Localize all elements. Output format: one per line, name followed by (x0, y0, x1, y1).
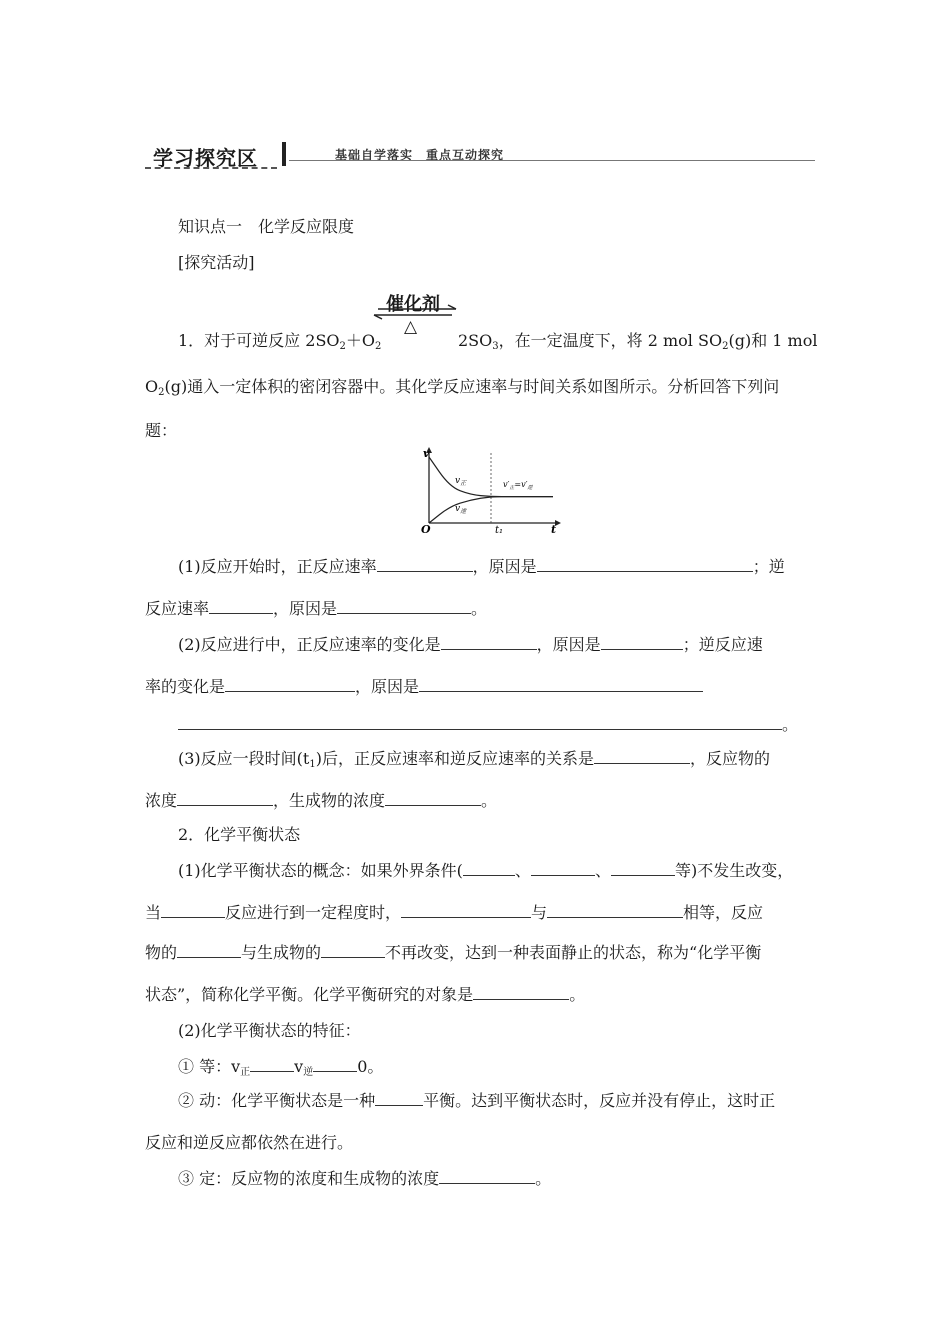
text: 、 (594, 861, 611, 880)
v-forward-label: $v_正$ (455, 476, 467, 487)
x-axis-label: t (551, 523, 557, 536)
text: 与 (531, 903, 548, 922)
answer-blank[interactable] (537, 557, 753, 572)
answer-blank[interactable] (441, 635, 537, 650)
activity-label: [探究活动] (178, 253, 255, 272)
sub: 2 (722, 341, 729, 352)
text: (2)反应进行中，正反应速率的变化是 (178, 635, 441, 654)
q1-part2-line1 (178, 632, 763, 655)
text: ② 动：化学平衡状态是一种 (178, 1091, 376, 1110)
concept-line2 (145, 900, 763, 923)
sub: 2 (158, 387, 165, 398)
sub: 3 (492, 341, 499, 352)
answer-blank[interactable] (463, 861, 515, 876)
answer-blank[interactable] (177, 791, 273, 806)
text: ；逆 (752, 557, 785, 576)
features-title: (2)化学平衡状态的特征： (178, 1021, 361, 1040)
answer-blank[interactable] (401, 903, 531, 918)
text: 。 (535, 1169, 552, 1188)
answer-blank[interactable] (225, 677, 355, 692)
q1-line1-right (458, 328, 817, 352)
text: )后，正反应速率和逆反应速率的关系是 (315, 749, 594, 768)
text: 当 (145, 903, 162, 922)
text: ；逆反应速 (682, 635, 763, 654)
answer-blank[interactable] (531, 861, 595, 876)
text: ，原因是 (355, 677, 420, 696)
t1-tick-label: t₁ (495, 525, 504, 536)
answer-blank[interactable] (419, 677, 703, 692)
answer-blank[interactable] (178, 715, 782, 730)
text: 。 (782, 715, 799, 734)
text: 等)不发生改变， (674, 861, 794, 880)
text: (1)化学平衡状态的概念：如果外界条件( (178, 861, 463, 880)
answer-blank[interactable] (377, 557, 473, 572)
sub: 逆 (303, 1067, 314, 1078)
text: 物的 (145, 943, 178, 962)
q1-text-d: (g)和 1 mol (728, 331, 818, 350)
v-reverse-label: $v_逆$ (455, 504, 467, 515)
concept-line4 (145, 982, 585, 1005)
answer-blank[interactable] (177, 943, 241, 958)
answer-blank[interactable] (337, 599, 471, 614)
q1-part2-line3 (178, 712, 798, 735)
equilibrium-arrow (372, 290, 458, 338)
answer-blank[interactable] (611, 861, 675, 876)
q1-o2: O (145, 377, 159, 396)
q1-text-a: 1．对于可逆反应 2SO (178, 331, 340, 350)
answer-blank[interactable] (321, 943, 385, 958)
sub: 正 (240, 1067, 251, 1078)
header-band (145, 140, 815, 174)
sub: 1 (309, 759, 316, 770)
text: 平衡。达到平衡状态时，反应并没有停止，这时正 (423, 1091, 776, 1110)
text: (1)反应开始时，正反应速率 (178, 557, 377, 576)
catalyst-label: 催化剂 (386, 294, 440, 315)
text: 0。 (357, 1057, 384, 1076)
text: ① 等：v (178, 1057, 241, 1076)
text: ③ 定：反应物的浓度和生成物的浓度 (178, 1169, 440, 1188)
sub: 2 (375, 341, 382, 352)
sub: 2 (339, 341, 346, 352)
q1-line3: 题： (145, 421, 178, 440)
text: 相等，反应 (683, 903, 764, 922)
feature-fixed (178, 1166, 551, 1189)
text: 与生成物的 (241, 943, 322, 962)
q1-line1 (178, 328, 381, 352)
answer-blank[interactable] (250, 1057, 294, 1072)
text: 状态”，简称化学平衡。化学平衡研究的对象是 (145, 985, 474, 1004)
q1-line2 (145, 374, 779, 398)
heat-symbol: △ (404, 317, 418, 337)
q1-text-c: ，在一定温度下，将 2 mol SO (498, 331, 723, 350)
q1-text-e: (g)通入一定体积的密闭容器中。其化学反应速率与时间关系如图所示。分析回答下列问 (164, 377, 780, 396)
text: ，反应物的 (689, 749, 770, 768)
answer-blank[interactable] (313, 1057, 357, 1072)
answer-blank[interactable] (473, 985, 569, 1000)
text: 不再改变，达到一种表面静止的状态，称为“化学平衡 (385, 943, 762, 962)
header-subtitle: 基础自学落实 重点互动探究 (335, 148, 505, 162)
header-divider-bar (282, 142, 286, 166)
text: 率的变化是 (145, 677, 226, 696)
text: v (294, 1057, 304, 1076)
rate-time-chart (415, 445, 565, 537)
q1-product: 2SO (458, 331, 493, 350)
answer-blank[interactable] (547, 903, 683, 918)
section-title: 知识点一 化学反应限度 (178, 217, 355, 236)
header-title: 学习探究区 (153, 146, 258, 170)
text: 浓度 (145, 791, 178, 810)
concept-line1 (178, 858, 793, 881)
text: ，原因是 (536, 635, 601, 654)
text: 、 (514, 861, 531, 880)
equilibrium-annotation: $v'_正=v'_逆$ (503, 480, 533, 491)
feature-dynamic-line1 (178, 1088, 775, 1111)
q1-part3-line2 (145, 788, 497, 811)
answer-blank[interactable] (161, 903, 225, 918)
text: 反应进行到一定程度时， (225, 903, 402, 922)
q1-part2-line2 (145, 674, 703, 697)
feature-equal (178, 1054, 383, 1078)
q1-part1-line1 (178, 554, 785, 577)
y-axis-label: v (423, 447, 430, 460)
concept-line3 (145, 940, 761, 963)
answer-blank[interactable] (375, 1091, 423, 1106)
text: 。 (569, 985, 586, 1004)
header-rule (289, 160, 815, 161)
origin-label: O (421, 523, 431, 536)
text: 。 (481, 791, 498, 810)
header-title-underline (145, 167, 277, 169)
section2-title: 2．化学平衡状态 (178, 825, 301, 844)
answer-blank[interactable] (594, 749, 690, 764)
answer-blank[interactable] (385, 791, 481, 806)
text: 反应速率 (145, 599, 210, 618)
q1-part1-line2 (145, 596, 487, 619)
text: 。 (471, 599, 488, 618)
text: (3)反应一段时间(t (178, 749, 310, 768)
answer-blank[interactable] (209, 599, 273, 614)
q1-text-b: ＋O (345, 331, 376, 350)
text: ，原因是 (273, 599, 338, 618)
text: ，生成物的浓度 (273, 791, 386, 810)
text: ，原因是 (472, 557, 537, 576)
q1-part3-line1 (178, 746, 770, 770)
feature-dynamic-line2: 反应和逆反应都依然在进行。 (145, 1133, 354, 1152)
answer-blank[interactable] (439, 1169, 535, 1184)
answer-blank[interactable] (601, 635, 683, 650)
